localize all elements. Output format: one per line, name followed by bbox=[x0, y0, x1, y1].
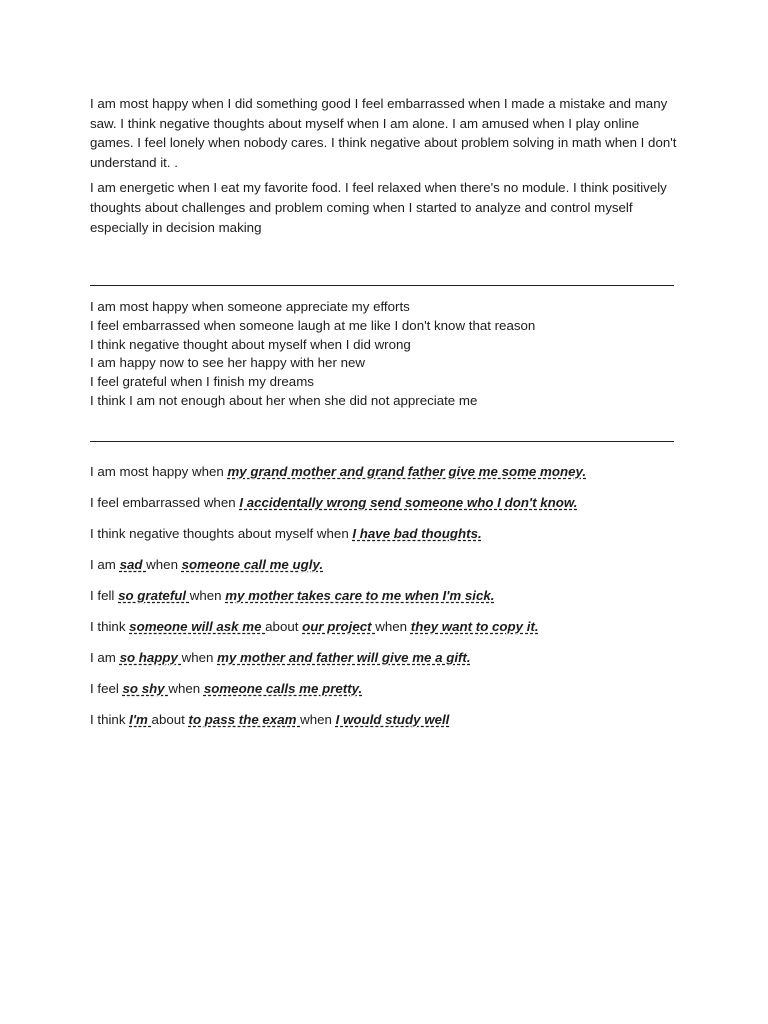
answer-text: to pass the exam bbox=[188, 712, 301, 727]
answer-text: I accidentally wrong send someone who I don't know. bbox=[239, 495, 578, 510]
answer-text: my mother takes care to me when I'm sick. bbox=[225, 588, 495, 603]
answer-text: our project bbox=[302, 619, 376, 634]
prompt-text: when bbox=[181, 650, 218, 665]
prompt-text: I think bbox=[90, 619, 130, 634]
prompt-text: about bbox=[151, 712, 189, 727]
completed-sentence bbox=[90, 617, 680, 648]
prompt-text: I think negative thoughts about myself when bbox=[90, 526, 353, 541]
answer-text: so grateful bbox=[118, 588, 190, 603]
divider-line-2 bbox=[90, 441, 674, 442]
completed-sentence bbox=[90, 524, 680, 555]
answer-text: my mother and father will give me a gift. bbox=[217, 650, 471, 665]
completed-sentence bbox=[90, 586, 680, 617]
intro-paragraph-2: I am energetic when I eat my favorite food. I feel relaxed when there's no module. I think positively thoughts about challenges and problem coming when I started to analyze and control myself especially in decision making bbox=[90, 180, 667, 235]
completed-sentence bbox=[90, 493, 680, 524]
answer-text: I have bad thoughts. bbox=[352, 526, 482, 541]
prompt-text: I am bbox=[90, 650, 120, 665]
prompt-text: I am bbox=[90, 557, 120, 572]
sentence-list-1 bbox=[90, 298, 680, 411]
completed-sentence bbox=[90, 555, 680, 586]
prompt-text: about bbox=[265, 619, 303, 634]
answer-text: sad bbox=[119, 557, 147, 572]
prompt-text: when bbox=[189, 588, 226, 603]
prompt-text: I feel bbox=[90, 681, 123, 696]
completed-sentence bbox=[90, 710, 680, 741]
completed-sentence-list bbox=[90, 462, 680, 741]
list-item: I think negative thought about myself when I did wrong bbox=[90, 336, 411, 352]
answer-text: they want to copy it. bbox=[410, 619, 539, 634]
answer-text: so shy bbox=[122, 681, 169, 696]
answer-text: someone will ask me bbox=[129, 619, 266, 634]
prompt-text: when bbox=[300, 712, 336, 727]
answer-text: I would study well bbox=[335, 712, 450, 727]
completed-sentence bbox=[90, 462, 680, 493]
answer-text: my grand mother and grand father give me some money. bbox=[227, 464, 587, 479]
completed-sentence bbox=[90, 648, 680, 679]
list-item: I am most happy when someone appreciate my efforts bbox=[90, 299, 410, 314]
answer-text: so happy bbox=[119, 650, 182, 665]
divider-line-1 bbox=[90, 285, 674, 286]
list-item: I feel grateful when I finish my dreams bbox=[90, 374, 314, 390]
intro-paragraph-1: I am most happy when I did something good I feel embarrassed when I made a mistake and many saw. I think negative thoughts about myself when I am alone. I am amused when I play online games. I feel lonely when nobody cares. I think negative about problem solving in math when I don't understand it. . bbox=[90, 96, 677, 170]
prompt-text: I think bbox=[90, 712, 130, 727]
prompt-text: when bbox=[375, 619, 411, 634]
list-item: I am happy now to see her happy with her new bbox=[90, 355, 365, 371]
answer-text: someone call me ugly. bbox=[181, 557, 324, 572]
list-item: I feel embarrassed when someone laugh at me like I don't know that reason bbox=[90, 317, 536, 333]
prompt-text: I am most happy when bbox=[90, 464, 228, 479]
prompt-text: I fell bbox=[90, 588, 119, 603]
prompt-text: when bbox=[168, 681, 204, 696]
intro-section bbox=[90, 94, 680, 243]
answer-text: I'm bbox=[129, 712, 152, 727]
prompt-text: when bbox=[146, 557, 182, 572]
list-item: I think I am not enough about her when she did not appreciate me bbox=[90, 392, 478, 408]
completed-sentence bbox=[90, 679, 680, 710]
prompt-text: I feel embarrassed when bbox=[90, 495, 240, 510]
answer-text: someone calls me pretty. bbox=[203, 681, 363, 696]
